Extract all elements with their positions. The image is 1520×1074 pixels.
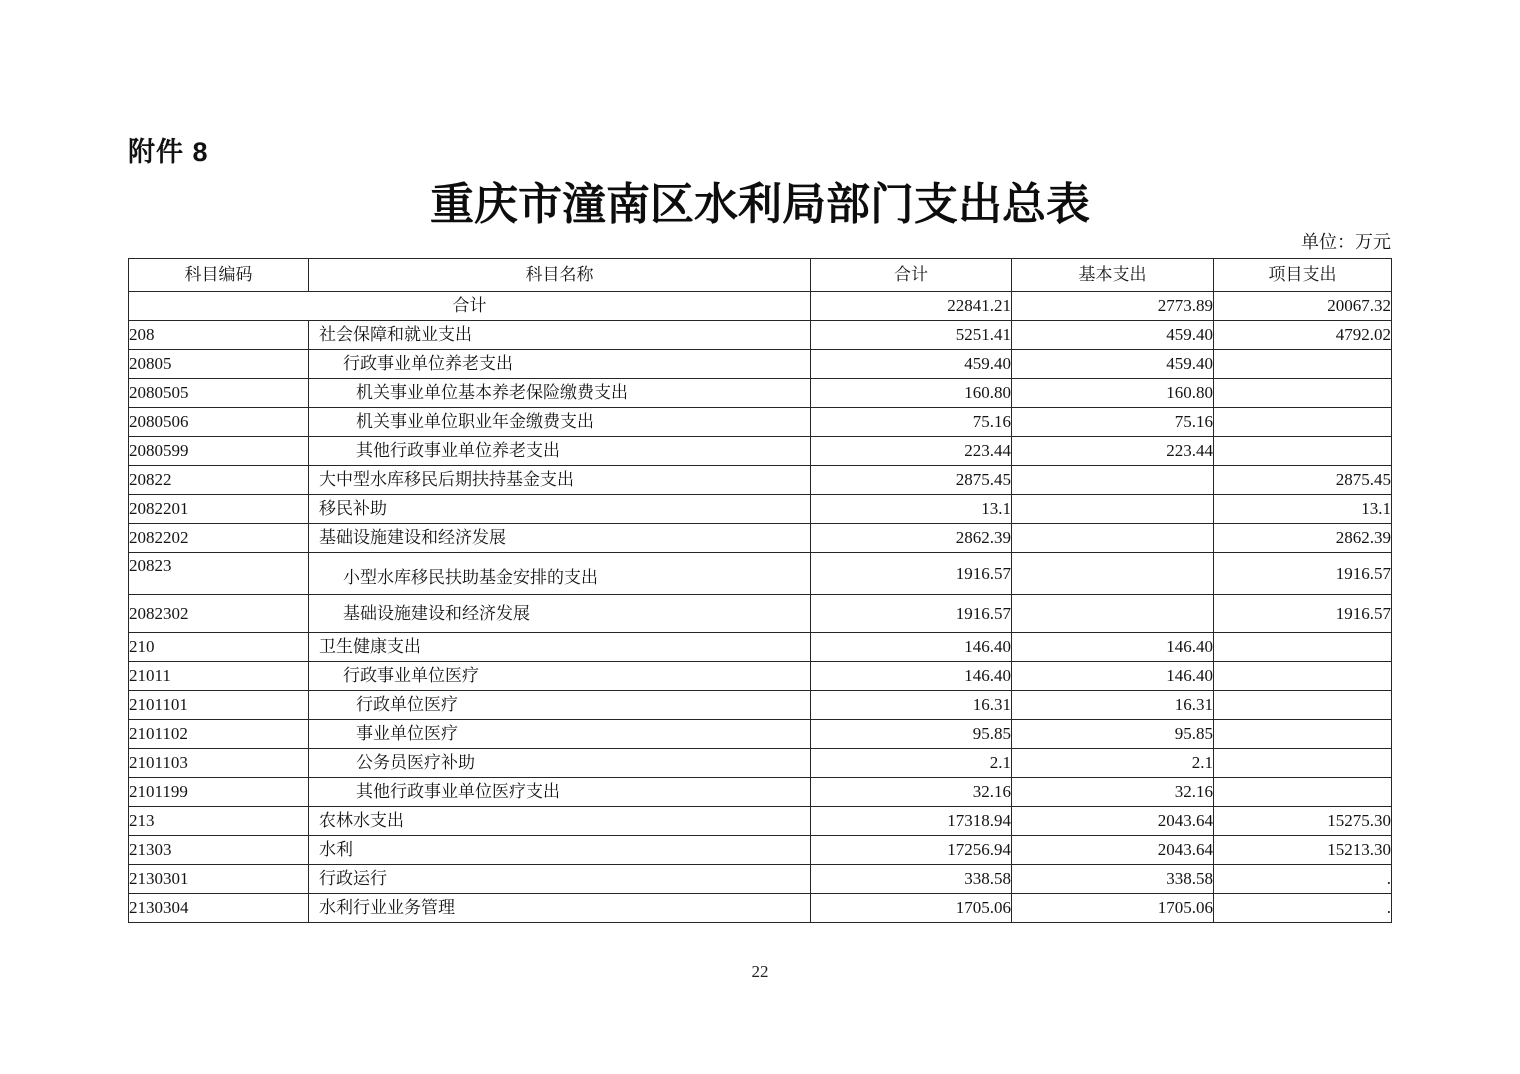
cell-code-name: 合计 <box>129 292 811 321</box>
cell-basic: 160.80 <box>1012 379 1214 408</box>
table-row <box>129 778 1392 807</box>
table-row <box>129 379 1392 408</box>
table-row <box>129 662 1392 691</box>
cell-total: 1916.57 <box>811 553 1012 595</box>
table-row <box>129 865 1392 894</box>
cell-name: 小型水库移民扶助基金安排的支出 <box>309 553 811 595</box>
cell-name: 卫生健康支出 <box>309 633 811 662</box>
cell-name: 其他行政事业单位养老支出 <box>309 437 811 466</box>
cell-code: 2130304 <box>129 894 309 923</box>
cell-total: 2875.45 <box>811 466 1012 495</box>
cell-project <box>1214 720 1392 749</box>
table-row <box>129 321 1392 350</box>
cell-code: 2130301 <box>129 865 309 894</box>
cell-basic: 2043.64 <box>1012 836 1214 865</box>
cell-code: 2082302 <box>129 595 309 633</box>
cell-code: 2080505 <box>129 379 309 408</box>
cell-code: 2082201 <box>129 495 309 524</box>
cell-name: 行政单位医疗 <box>309 691 811 720</box>
cell-basic: 223.44 <box>1012 437 1214 466</box>
cell-project <box>1214 662 1392 691</box>
cell-total: 338.58 <box>811 865 1012 894</box>
cell-basic: 32.16 <box>1012 778 1214 807</box>
table-row <box>129 595 1392 633</box>
cell-project <box>1214 778 1392 807</box>
cell-total: 1916.57 <box>811 595 1012 633</box>
cell-code: 20822 <box>129 466 309 495</box>
cell-code: 2080599 <box>129 437 309 466</box>
cell-project: 2862.39 <box>1214 524 1392 553</box>
cell-total: 459.40 <box>811 350 1012 379</box>
table-row <box>129 894 1392 923</box>
cell-total: 146.40 <box>811 633 1012 662</box>
cell-name: 机关事业单位基本养老保险缴费支出 <box>309 379 811 408</box>
cell-name: 农林水支出 <box>309 807 811 836</box>
cell-code: 21303 <box>129 836 309 865</box>
cell-code: 2080506 <box>129 408 309 437</box>
column-header-name: 科目名称 <box>309 259 811 292</box>
cell-basic: 146.40 <box>1012 633 1214 662</box>
cell-project <box>1214 749 1392 778</box>
cell-code: 2101199 <box>129 778 309 807</box>
cell-code: 2101101 <box>129 691 309 720</box>
cell-total: 160.80 <box>811 379 1012 408</box>
cell-total: 17256.94 <box>811 836 1012 865</box>
cell-total: 2.1 <box>811 749 1012 778</box>
table-row <box>129 836 1392 865</box>
table-row <box>129 495 1392 524</box>
cell-basic: 75.16 <box>1012 408 1214 437</box>
table-row <box>129 350 1392 379</box>
cell-name: 其他行政事业单位医疗支出 <box>309 778 811 807</box>
table-row <box>129 807 1392 836</box>
table-body <box>129 292 1392 923</box>
table-row <box>129 691 1392 720</box>
table-row <box>129 408 1392 437</box>
cell-name: 机关事业单位职业年金缴费支出 <box>309 408 811 437</box>
cell-project: . <box>1214 865 1392 894</box>
table-row <box>129 553 1392 595</box>
cell-total: 223.44 <box>811 437 1012 466</box>
cell-project: 4792.02 <box>1214 321 1392 350</box>
cell-project: 15275.30 <box>1214 807 1392 836</box>
cell-basic: 2043.64 <box>1012 807 1214 836</box>
cell-total: 95.85 <box>811 720 1012 749</box>
cell-project <box>1214 437 1392 466</box>
cell-project <box>1214 408 1392 437</box>
table-header <box>129 259 1392 292</box>
column-header-code: 科目编码 <box>129 259 309 292</box>
cell-project: 1916.57 <box>1214 553 1392 595</box>
cell-project: 2875.45 <box>1214 466 1392 495</box>
cell-code: 208 <box>129 321 309 350</box>
cell-total: 22841.21 <box>811 292 1012 321</box>
cell-basic: 459.40 <box>1012 321 1214 350</box>
cell-name: 基础设施建设和经济发展 <box>309 595 811 633</box>
cell-basic <box>1012 466 1214 495</box>
cell-name: 行政事业单位养老支出 <box>309 350 811 379</box>
cell-name: 行政事业单位医疗 <box>309 662 811 691</box>
cell-project: 13.1 <box>1214 495 1392 524</box>
cell-code: 20805 <box>129 350 309 379</box>
cell-total: 13.1 <box>811 495 1012 524</box>
cell-basic: 95.85 <box>1012 720 1214 749</box>
page-title: 重庆市潼南区水利局部门支出总表 <box>430 180 1090 229</box>
table-row <box>129 466 1392 495</box>
cell-name: 社会保障和就业支出 <box>309 321 811 350</box>
cell-basic: 146.40 <box>1012 662 1214 691</box>
cell-name: 公务员医疗补助 <box>309 749 811 778</box>
cell-code: 20823 <box>129 553 309 595</box>
cell-name: 行政运行 <box>309 865 811 894</box>
cell-basic: 2.1 <box>1012 749 1214 778</box>
expenditure-table <box>128 258 1392 923</box>
unit-label: 单位：万元 <box>1301 232 1391 252</box>
cell-name: 基础设施建设和经济发展 <box>309 524 811 553</box>
cell-project <box>1214 379 1392 408</box>
cell-total: 16.31 <box>811 691 1012 720</box>
cell-name: 事业单位医疗 <box>309 720 811 749</box>
cell-basic: 459.40 <box>1012 350 1214 379</box>
cell-basic: 1705.06 <box>1012 894 1214 923</box>
cell-total: 32.16 <box>811 778 1012 807</box>
cell-name: 移民补助 <box>309 495 811 524</box>
table-row <box>129 437 1392 466</box>
cell-project: 15213.30 <box>1214 836 1392 865</box>
table-row <box>129 720 1392 749</box>
cell-total: 17318.94 <box>811 807 1012 836</box>
cell-total: 5251.41 <box>811 321 1012 350</box>
cell-project <box>1214 691 1392 720</box>
cell-code: 2082202 <box>129 524 309 553</box>
cell-code: 213 <box>129 807 309 836</box>
cell-total: 75.16 <box>811 408 1012 437</box>
cell-name: 水利 <box>309 836 811 865</box>
cell-basic <box>1012 495 1214 524</box>
cell-code: 21011 <box>129 662 309 691</box>
table-row <box>129 292 1392 321</box>
cell-basic: 338.58 <box>1012 865 1214 894</box>
attachment-label: 附件 8 <box>128 137 209 167</box>
cell-code: 210 <box>129 633 309 662</box>
cell-project <box>1214 350 1392 379</box>
cell-name: 大中型水库移民后期扶持基金支出 <box>309 466 811 495</box>
cell-project: 20067.32 <box>1214 292 1392 321</box>
column-header-project: 项目支出 <box>1214 259 1392 292</box>
cell-project: . <box>1214 894 1392 923</box>
column-header-total: 合计 <box>811 259 1012 292</box>
cell-basic <box>1012 595 1214 633</box>
cell-basic <box>1012 524 1214 553</box>
table-row <box>129 524 1392 553</box>
cell-basic: 16.31 <box>1012 691 1214 720</box>
cell-project: 1916.57 <box>1214 595 1392 633</box>
cell-total: 1705.06 <box>811 894 1012 923</box>
cell-project <box>1214 633 1392 662</box>
header-row <box>129 259 1392 292</box>
cell-total: 2862.39 <box>811 524 1012 553</box>
cell-total: 146.40 <box>811 662 1012 691</box>
column-header-basic: 基本支出 <box>1012 259 1214 292</box>
cell-code: 2101103 <box>129 749 309 778</box>
table-row <box>129 749 1392 778</box>
page-number: 22 <box>751 962 769 981</box>
cell-basic <box>1012 553 1214 595</box>
cell-code: 2101102 <box>129 720 309 749</box>
table-row <box>129 633 1392 662</box>
cell-name: 水利行业业务管理 <box>309 894 811 923</box>
cell-basic: 2773.89 <box>1012 292 1214 321</box>
